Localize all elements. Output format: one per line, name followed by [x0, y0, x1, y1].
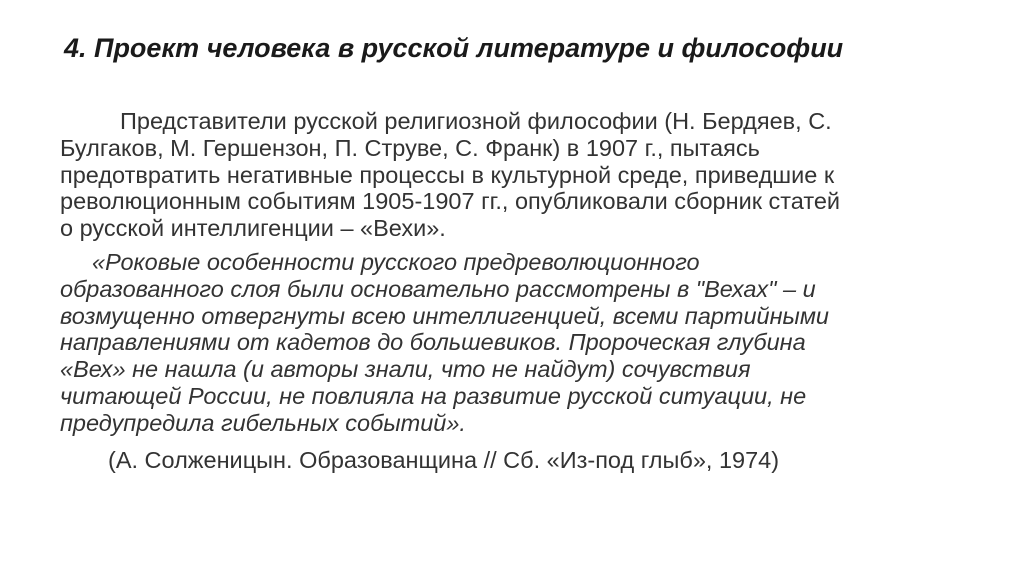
- quote-line: направлениями от кадетов до большевиков. Пророческая глубина: [60, 329, 806, 356]
- intro-line: Представители русской религиозной философии (Н. Бердяев, С.: [120, 108, 832, 134]
- intro-line: революционным событиям 1905-1907 гг., опубликовали сборник статей: [60, 188, 841, 215]
- intro-line: Булгаков, М. Гершензон, П. Струве, С. Франк) в 1907 г., пытаясь: [60, 134, 760, 161]
- slide-title: 4. Проект человека в русской литературе и философии: [64, 33, 844, 63]
- citation: (А. Солженицын. Образованщина // Сб. «Из-под глыб», 1974): [108, 446, 780, 473]
- intro-line: о русской интеллигенции – «Вехи».: [60, 215, 446, 242]
- intro-line: предотвратить негативные процессы в культурной среде, приведшие к: [60, 161, 835, 188]
- quote-line: возмущенно отвергнуты всею интеллигенцией, всеми партийными: [60, 302, 829, 329]
- quote-line: образованного слоя были основательно рассмотрены в "Вехах" – и: [60, 275, 816, 302]
- quote-line: читающей России, не повлияла на развитие русской ситуации, не: [60, 382, 807, 409]
- slide-body: [60, 108, 980, 473]
- intro-paragraph: [60, 108, 980, 242]
- quote-paragraph: [60, 249, 980, 437]
- quote-line: предупредила гибельных событий».: [60, 409, 466, 436]
- quote-line: «Вех» не нашла (и авторы знали, что не найдут) сочувствия: [60, 356, 751, 383]
- quote-line: «Роковые особенности русского предреволюционного: [92, 248, 700, 275]
